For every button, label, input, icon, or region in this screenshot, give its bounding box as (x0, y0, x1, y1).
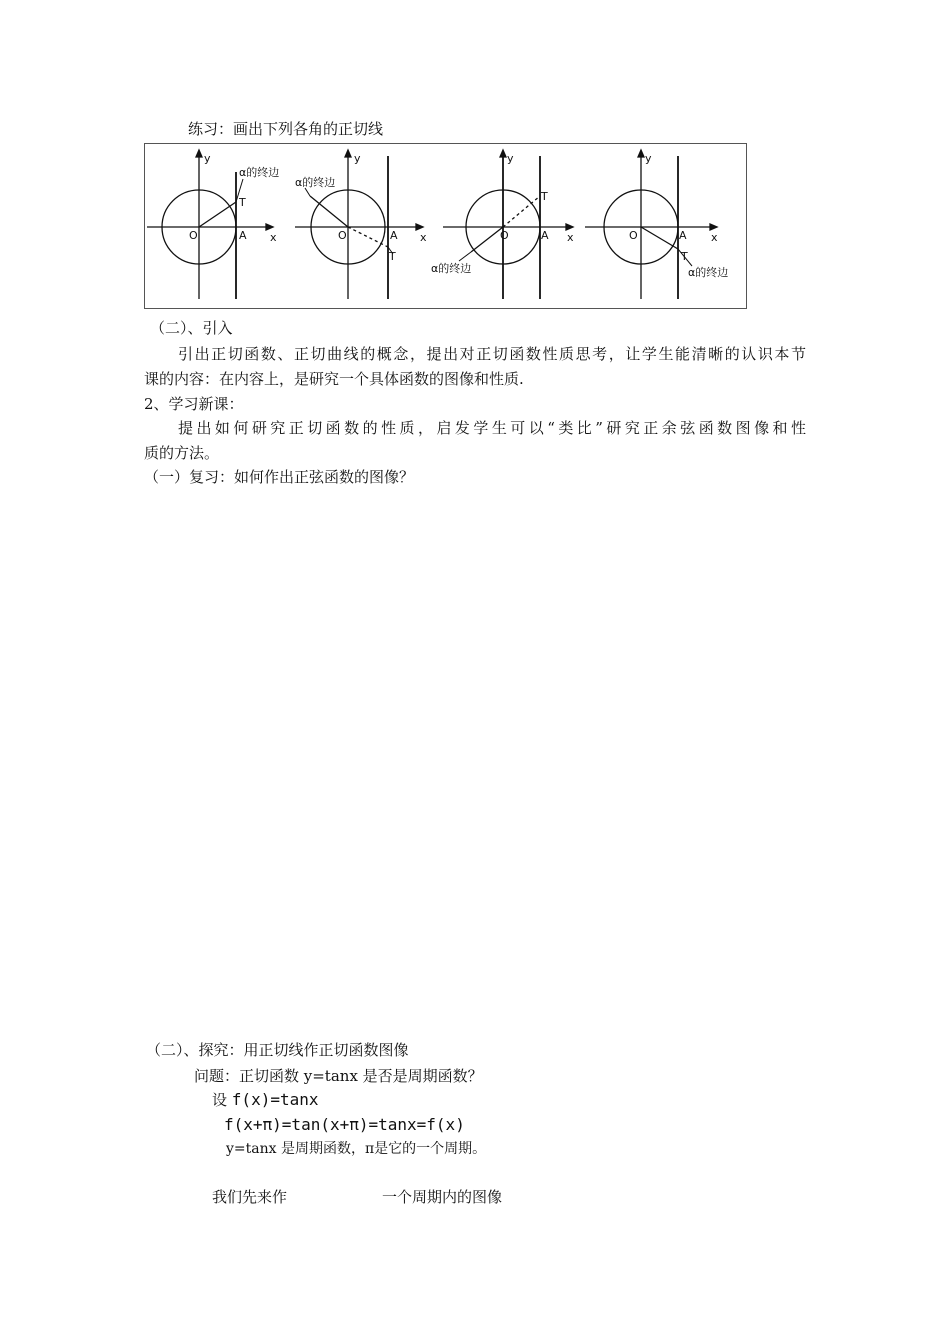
draw-instruction-right: 一个周期内的图像 (382, 1188, 503, 1206)
point-t-label: T (239, 196, 246, 209)
intro-heading: （二）、引入 (150, 319, 233, 337)
terminal-side-label: α的终边 (239, 166, 280, 179)
point-a-label: A (541, 229, 549, 242)
exercise-title: 练习：画出下列各角的正切线 (188, 120, 384, 138)
tangent-line-figure (144, 143, 747, 309)
origin-label: O (189, 229, 198, 242)
point-a-label: A (390, 229, 398, 242)
terminal-side-label: α的终边 (295, 176, 336, 189)
origin-label: O (500, 229, 509, 242)
new-lesson-paragraph-line: 提出如何研究正切函数的性质，启发学生可以“类比”研究正余弦函数图像和性 (178, 419, 806, 437)
x-axis-label: x (567, 231, 574, 244)
period-conclusion: y=tanx 是周期函数，π是它的一个周期。 (226, 1141, 487, 1157)
origin-label: O (629, 229, 638, 242)
point-t-label: T (541, 190, 548, 203)
draw-instruction-left: 我们先来作 (212, 1188, 288, 1206)
y-axis-label: y (354, 152, 361, 165)
tangent-line-diagrams (145, 144, 748, 310)
definition-expression: f(x)=tanx (231, 1090, 319, 1109)
terminal-side-label: α的终边 (431, 262, 472, 275)
new-lesson-heading: 2、学习新课： (144, 395, 244, 413)
review-heading: （一）复习：如何作出正弦函数的图像？ (144, 468, 415, 486)
definition-line (212, 1090, 319, 1110)
definition-prefix: 设 (212, 1091, 228, 1109)
point-a-label: A (679, 229, 687, 242)
y-axis-label: y (507, 152, 514, 165)
intro-paragraph-line: 引出正切函数、正切曲线的概念，提出对正切函数性质思考，让学生能清晰的认识本节 (178, 345, 806, 363)
point-t-label: T (681, 250, 688, 263)
period-question: 问题：正切函数 y=tanx 是否是周期函数？ (194, 1067, 483, 1085)
x-axis-label: x (270, 231, 277, 244)
y-axis-label: y (645, 152, 652, 165)
x-axis-label: x (711, 231, 718, 244)
x-axis-label: x (420, 231, 427, 244)
explore-heading: （二）、探究：用正切线作正切函数图像 (146, 1041, 409, 1059)
point-t-label: T (389, 250, 396, 263)
terminal-side-label: α的终边 (688, 266, 729, 279)
period-proof-expression: f(x+π)=tan(x+π)=tanx=f(x) (224, 1115, 465, 1134)
y-axis-label: y (204, 152, 211, 165)
point-a-label: A (239, 229, 247, 242)
origin-label: O (338, 229, 347, 242)
intro-paragraph-line: 课的内容：在内容上，是研究一个具体函数的图像和性质. (144, 370, 524, 388)
new-lesson-paragraph-line: 质的方法。 (144, 444, 220, 462)
